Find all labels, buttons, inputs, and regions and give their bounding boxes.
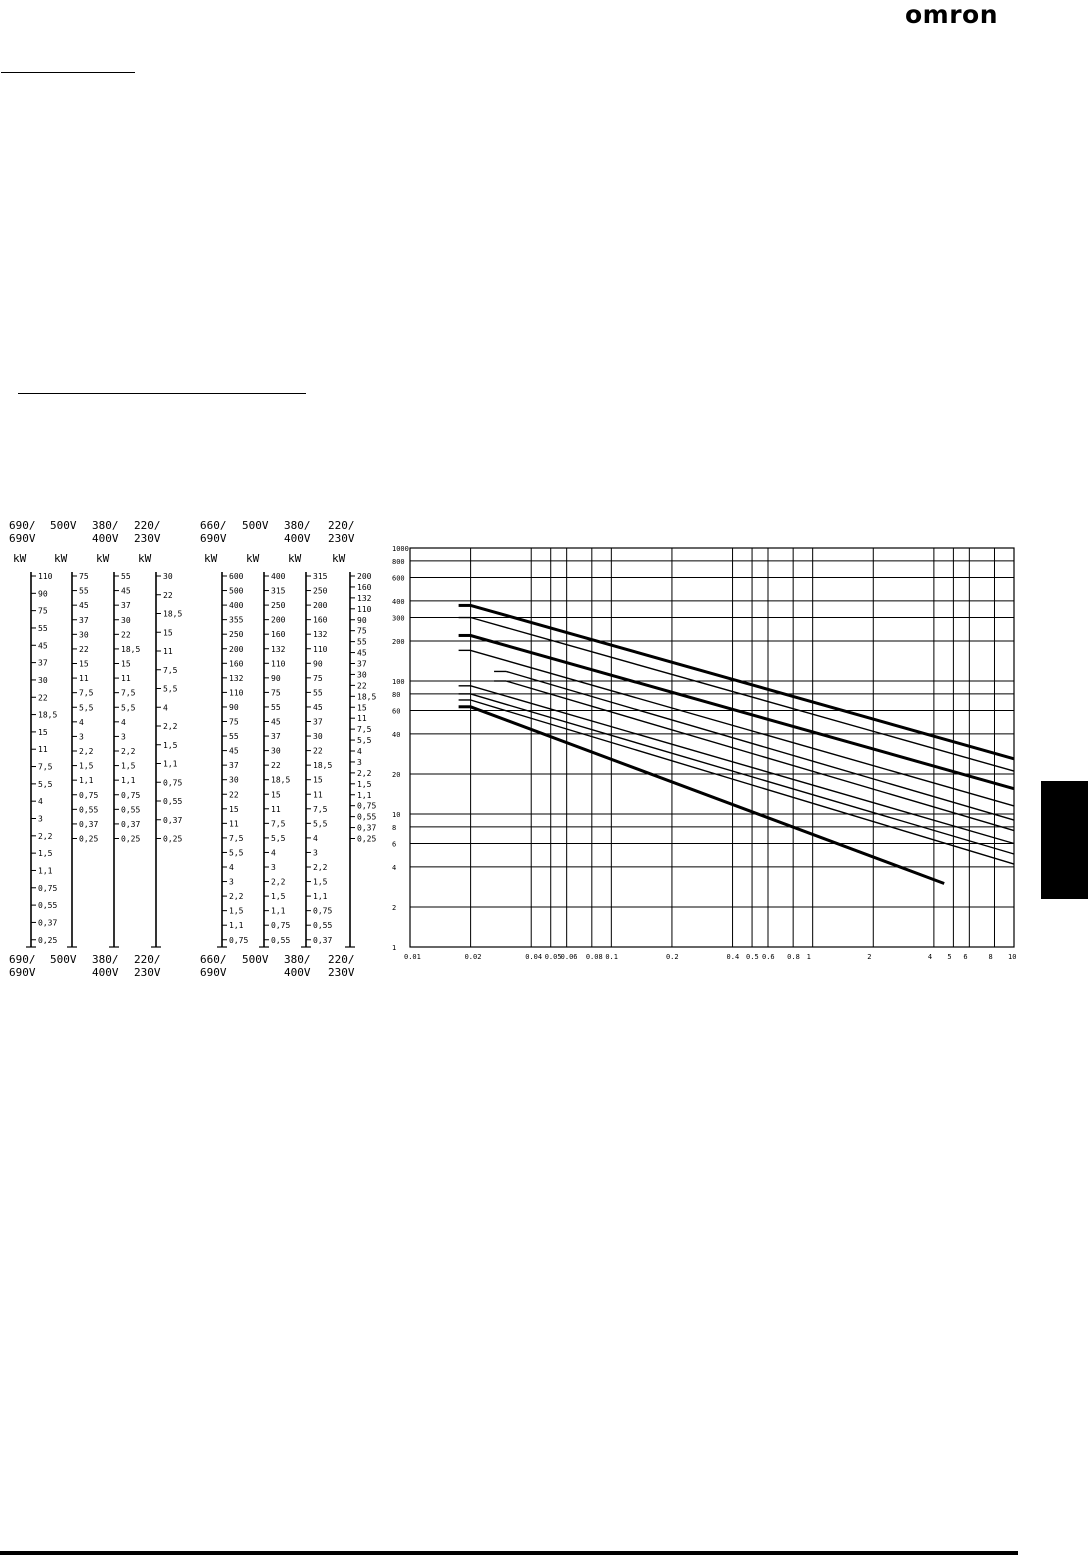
column-tick-label: 11: [38, 745, 48, 755]
column-tick-label: 250: [229, 630, 244, 640]
column-tick-label: 3: [121, 732, 126, 742]
y-tick-label: 60: [392, 707, 401, 716]
column-tick-label: 45: [79, 601, 89, 611]
column-voltage-bottom: 500V: [50, 953, 77, 966]
column-voltage-bottom: 690/: [9, 953, 36, 966]
column-tick-label: 0,37: [357, 823, 377, 833]
y-tick-label: 10: [392, 811, 401, 819]
column-tick-label: 7,5: [38, 762, 53, 772]
column-tick-label: 90: [313, 659, 323, 669]
column-tick-label: 3: [229, 877, 234, 887]
column-unit-label: kW: [13, 552, 27, 565]
column-tick-label: 1,5: [38, 849, 53, 859]
column-tick-label: 7,5: [79, 688, 94, 698]
column-tick-label: 4: [121, 717, 126, 727]
column-tick-label: 0,37: [121, 819, 141, 829]
column-tick-label: 1,1: [163, 759, 178, 769]
column-tick-label: 2,2: [271, 877, 286, 887]
column-tick-label: 200: [271, 615, 286, 625]
x-tick-label: 2: [867, 953, 872, 961]
x-tick-label: 0.1: [605, 953, 618, 961]
column-tick-label: 18,5: [38, 710, 58, 720]
y-tick-label: 40: [392, 730, 401, 739]
x-tick-label: 0.01: [404, 953, 421, 961]
column-tick-label: 5,5: [79, 703, 94, 713]
column-tick-label: 30: [357, 670, 367, 680]
column-tick-label: 132: [229, 673, 244, 683]
column-tick-label: 0,55: [313, 921, 333, 931]
column-tick-label: 0,75: [79, 790, 99, 800]
column-unit-label: kW: [332, 552, 346, 565]
column-tick-label: 7,5: [163, 665, 178, 675]
column-tick-label: 4: [271, 848, 276, 858]
column-tick-label: 0,55: [38, 901, 58, 911]
column-unit-label: kW: [138, 552, 152, 565]
column-voltage-bottom: 690V: [9, 966, 36, 979]
column-tick-label: 1,1: [271, 906, 286, 916]
x-tick-label: 0.2: [665, 953, 679, 961]
column-tick-label: 55: [79, 586, 89, 596]
column-tick-label: 55: [271, 702, 281, 712]
column-tick-label: 15: [163, 628, 173, 638]
column-tick-label: 3: [357, 757, 362, 767]
column-tick-label: 22: [229, 790, 239, 800]
column-tick-label: 30: [313, 732, 323, 742]
column-voltage-top: 400V: [284, 532, 311, 545]
column-tick-label: 0,55: [163, 797, 183, 806]
column-tick-label: 0,55: [121, 805, 141, 815]
x-tick-label: 0.8: [787, 953, 800, 961]
column-tick-label: 0,37: [313, 935, 333, 945]
section-rule-middle: [18, 393, 306, 394]
column-tick-label: 315: [271, 586, 286, 596]
x-tick-label: 0.5: [746, 953, 759, 961]
column-tick-label: 37: [79, 615, 89, 625]
column-tick-label: 5,5: [38, 779, 53, 789]
column-tick-label: 160: [313, 615, 328, 625]
log-log-chart: [392, 545, 1016, 961]
column-tick-label: 45: [38, 641, 48, 651]
nomogram-right: [200, 519, 376, 979]
section-rule-top: [1, 72, 135, 73]
y-tick-label: 20: [392, 770, 401, 779]
y-tick-label: 300: [392, 614, 405, 623]
column-tick-label: 1,5: [271, 892, 286, 902]
column-unit-label: kW: [204, 552, 218, 565]
column-tick-label: 3: [38, 814, 43, 824]
column-tick-label: 600: [229, 572, 244, 581]
column-tick-label: 37: [271, 732, 281, 742]
column-tick-label: 11: [357, 714, 367, 724]
column-tick-label: 110: [313, 644, 328, 654]
column-tick-label: 5,5: [271, 833, 286, 843]
x-tick-label: 0.4: [726, 953, 740, 961]
column-tick-label: 45: [229, 746, 239, 756]
column-tick-label: 18,5: [313, 761, 333, 771]
column-tick-label: 0,37: [38, 918, 58, 928]
column-tick-label: 132: [313, 630, 328, 640]
x-tick-label: 0.6: [762, 953, 775, 961]
column-tick-label: 55: [357, 637, 367, 647]
column-tick-label: 7,5: [121, 688, 136, 698]
column-tick-label: 4: [313, 833, 318, 843]
column-tick-label: 15: [357, 703, 367, 713]
column-tick-label: 55: [229, 732, 239, 742]
column-tick-label: 1,5: [357, 779, 372, 789]
column-tick-label: 400: [271, 572, 286, 581]
column-tick-label: 37: [229, 761, 239, 771]
column-voltage-bottom: 690V: [200, 966, 227, 979]
column-tick-label: 0,25: [163, 834, 183, 844]
column-tick-label: 0,55: [271, 935, 291, 945]
column-tick-label: 110: [357, 604, 372, 614]
x-tick-label: 0.06: [560, 953, 578, 961]
column-tick-label: 110: [38, 572, 53, 581]
column-voltage-bottom: 400V: [92, 966, 119, 979]
column-tick-label: 7,5: [313, 804, 328, 814]
y-tick-label: 600: [392, 574, 405, 583]
column-tick-label: 22: [79, 644, 89, 654]
column-tick-label: 2,2: [163, 722, 178, 731]
column-voltage-top: 400V: [92, 532, 119, 545]
y-tick-label: 200: [392, 637, 405, 646]
column-voltage-top: 380/: [92, 519, 119, 532]
column-tick-label: 0,37: [79, 819, 99, 829]
y-tick-label: 100: [392, 678, 405, 686]
column-tick-label: 3: [79, 732, 84, 742]
column-tick-label: 0,25: [79, 834, 99, 844]
x-tick-label: 4: [927, 953, 933, 961]
column-voltage-top: 500V: [50, 519, 77, 532]
column-tick-label: 0,55: [79, 805, 99, 815]
column-tick-label: 22: [357, 681, 367, 691]
column-tick-label: 7,5: [271, 819, 286, 829]
y-tick-label: 1: [392, 944, 397, 952]
column-tick-label: 11: [121, 674, 131, 684]
column-voltage-bottom: 380/: [92, 953, 119, 966]
x-tick-label: 1: [806, 953, 811, 961]
x-tick-label: 0.04: [525, 953, 543, 961]
x-tick-label: 5: [947, 953, 952, 961]
y-tick-label: 1000: [392, 545, 409, 553]
y-tick-label: 8: [392, 823, 397, 832]
column-voltage-top: 220/: [134, 519, 161, 532]
column-tick-label: 2,2: [79, 747, 94, 756]
column-unit-label: kW: [96, 552, 110, 565]
column-tick-label: 4: [229, 863, 234, 872]
column-tick-label: 75: [357, 626, 367, 636]
curve-series: [471, 636, 1014, 789]
column-tick-label: 2,2: [121, 747, 136, 756]
y-tick-label: 800: [392, 557, 405, 566]
column-tick-label: 315: [313, 572, 328, 581]
column-tick-label: 55: [38, 623, 48, 633]
column-tick-label: 0,75: [313, 906, 333, 916]
column-tick-label: 1,1: [79, 776, 94, 786]
y-tick-label: 4: [392, 863, 397, 872]
column-tick-label: 11: [313, 790, 323, 800]
column-tick-label: 22: [38, 693, 48, 703]
column-tick-label: 1,5: [121, 761, 136, 771]
column-tick-label: 18,5: [121, 644, 141, 654]
column-tick-label: 45: [313, 702, 323, 712]
column-tick-label: 160: [357, 582, 372, 592]
column-voltage-top: 220/: [328, 519, 355, 532]
column-tick-label: 1,1: [38, 866, 53, 876]
column-tick-label: 75: [313, 673, 323, 683]
column-voltage-bottom: 500V: [242, 953, 269, 966]
column-tick-label: 0,75: [38, 883, 58, 893]
column-tick-label: 132: [271, 644, 286, 654]
column-tick-label: 3: [313, 848, 318, 858]
column-voltage-bottom: 230V: [328, 966, 355, 979]
column-tick-label: 1,1: [357, 790, 372, 800]
column-voltage-top: 690/: [9, 519, 36, 532]
column-tick-label: 7,5: [229, 833, 244, 843]
column-tick-label: 2,2: [229, 892, 244, 902]
column-voltage-bottom: 400V: [284, 966, 311, 979]
column-tick-label: 30: [163, 572, 173, 581]
column-tick-label: 1,5: [79, 761, 94, 771]
column-tick-label: 30: [121, 615, 131, 625]
column-tick-label: 37: [121, 601, 131, 611]
column-tick-label: 4: [79, 717, 84, 727]
x-tick-label: 0.02: [464, 953, 482, 961]
column-tick-label: 132: [357, 593, 372, 603]
column-tick-label: 90: [357, 615, 367, 625]
column-tick-label: 160: [229, 659, 244, 669]
x-tick-label: 0.05: [544, 953, 562, 961]
section-index-tab: [1041, 781, 1088, 899]
column-tick-label: 37: [313, 717, 323, 727]
column-tick-label: 75: [79, 572, 89, 581]
column-tick-label: 5,5: [121, 703, 136, 713]
column-tick-label: 2,2: [357, 768, 372, 778]
x-tick-label: 8: [988, 953, 993, 961]
column-tick-label: 37: [357, 659, 367, 669]
column-tick-label: 45: [357, 648, 367, 658]
column-tick-label: 0,75: [271, 921, 291, 931]
column-voltage-top: 230V: [328, 532, 355, 545]
y-tick-label: 6: [392, 840, 397, 849]
column-tick-label: 5,5: [163, 684, 178, 694]
motor-power-nomogram-figure: [0, 515, 1040, 995]
column-tick-label: 75: [38, 606, 48, 616]
x-tick-label: 10: [1008, 953, 1017, 961]
column-tick-label: 15: [271, 790, 281, 800]
column-tick-label: 30: [229, 775, 239, 785]
column-tick-label: 15: [313, 775, 323, 785]
column-tick-label: 22: [271, 761, 281, 771]
column-voltage-top: 660/: [200, 519, 227, 532]
column-tick-label: 0,25: [38, 935, 58, 945]
column-tick-label: 0,75: [121, 790, 141, 800]
column-tick-label: 90: [271, 673, 281, 683]
column-tick-label: 1,5: [163, 740, 178, 750]
column-tick-label: 15: [229, 804, 239, 814]
plot-frame: [410, 548, 1014, 947]
column-voltage-top: 380/: [284, 519, 311, 532]
column-tick-label: 200: [313, 601, 328, 611]
column-tick-label: 45: [121, 586, 131, 596]
column-tick-label: 11: [163, 647, 173, 656]
column-tick-label: 110: [271, 659, 286, 669]
column-tick-label: 30: [79, 630, 89, 640]
footer-rule: [0, 1551, 1018, 1555]
x-tick-label: 0.08: [585, 953, 603, 961]
y-tick-label: 80: [392, 690, 401, 699]
column-tick-label: 18,5: [357, 692, 377, 702]
column-tick-label: 5,5: [357, 736, 372, 746]
column-voltage-bottom: 660/: [200, 953, 227, 966]
column-voltage-top: 230V: [134, 532, 161, 545]
column-tick-label: 45: [271, 717, 281, 727]
column-unit-label: kW: [246, 552, 260, 565]
column-tick-label: 55: [313, 688, 323, 698]
column-tick-label: 18,5: [163, 609, 183, 619]
column-tick-label: 75: [229, 717, 239, 727]
column-voltage-top: 690V: [200, 532, 227, 545]
column-tick-label: 400: [229, 601, 244, 611]
column-tick-label: 30: [271, 746, 281, 756]
column-tick-label: 15: [38, 727, 48, 737]
column-tick-label: 0,25: [121, 834, 141, 844]
column-tick-label: 0,37: [163, 815, 183, 825]
column-tick-label: 11: [79, 674, 89, 684]
column-tick-label: 22: [163, 590, 173, 600]
column-tick-label: 1,1: [229, 921, 244, 931]
column-voltage-bottom: 380/: [284, 953, 311, 966]
column-tick-label: 200: [229, 644, 244, 654]
column-tick-label: 0,75: [163, 778, 183, 788]
column-tick-label: 5,5: [229, 848, 244, 858]
y-tick-label: 400: [392, 597, 405, 606]
column-unit-label: kW: [288, 552, 302, 565]
column-tick-label: 355: [229, 615, 244, 625]
column-tick-label: 5,5: [313, 819, 328, 829]
column-voltage-top: 500V: [242, 519, 269, 532]
column-tick-label: 15: [79, 659, 89, 669]
column-voltage-bottom: 230V: [134, 966, 161, 979]
column-tick-label: 0,75: [229, 935, 249, 945]
column-tick-label: 1,5: [313, 877, 328, 887]
column-tick-label: 200: [357, 572, 372, 581]
column-tick-label: 22: [313, 746, 323, 756]
column-tick-label: 55: [121, 572, 131, 581]
column-tick-label: 15: [121, 659, 131, 669]
column-tick-label: 37: [38, 658, 48, 668]
column-tick-label: 11: [271, 804, 281, 814]
column-tick-label: 4: [357, 747, 362, 756]
column-tick-label: 0,75: [357, 801, 377, 811]
column-tick-label: 3: [271, 863, 276, 872]
x-tick-label: 6: [963, 953, 968, 961]
column-voltage-top: 690V: [9, 532, 36, 545]
column-voltage-bottom: 220/: [328, 953, 355, 966]
column-tick-label: 0,25: [357, 834, 377, 844]
column-tick-label: 18,5: [271, 775, 291, 785]
column-tick-label: 0,55: [357, 812, 377, 822]
column-voltage-bottom: 220/: [134, 953, 161, 966]
y-tick-label: 2: [392, 903, 397, 912]
column-tick-label: 110: [229, 688, 244, 698]
column-tick-label: 4: [163, 703, 168, 713]
column-tick-label: 75: [271, 688, 281, 698]
column-tick-label: 250: [271, 601, 286, 611]
column-tick-label: 1,5: [229, 906, 244, 916]
column-unit-label: kW: [54, 552, 68, 565]
omron-logo: omron: [905, 0, 999, 29]
column-tick-label: 30: [38, 675, 48, 685]
column-tick-label: 160: [271, 630, 286, 640]
column-tick-label: 1,1: [313, 892, 328, 902]
column-tick-label: 2,2: [313, 863, 328, 872]
nomogram-left: [9, 519, 182, 979]
column-tick-label: 7,5: [357, 725, 372, 735]
column-tick-label: 90: [229, 702, 239, 712]
column-tick-label: 90: [38, 589, 48, 599]
column-tick-label: 1,1: [121, 776, 136, 786]
column-tick-label: 2,2: [38, 831, 53, 841]
column-tick-label: 22: [121, 630, 131, 640]
column-tick-label: 500: [229, 586, 244, 596]
curve-series: [506, 681, 1014, 831]
column-tick-label: 4: [38, 797, 43, 807]
column-tick-label: 250: [313, 586, 328, 596]
column-tick-label: 11: [229, 819, 239, 829]
